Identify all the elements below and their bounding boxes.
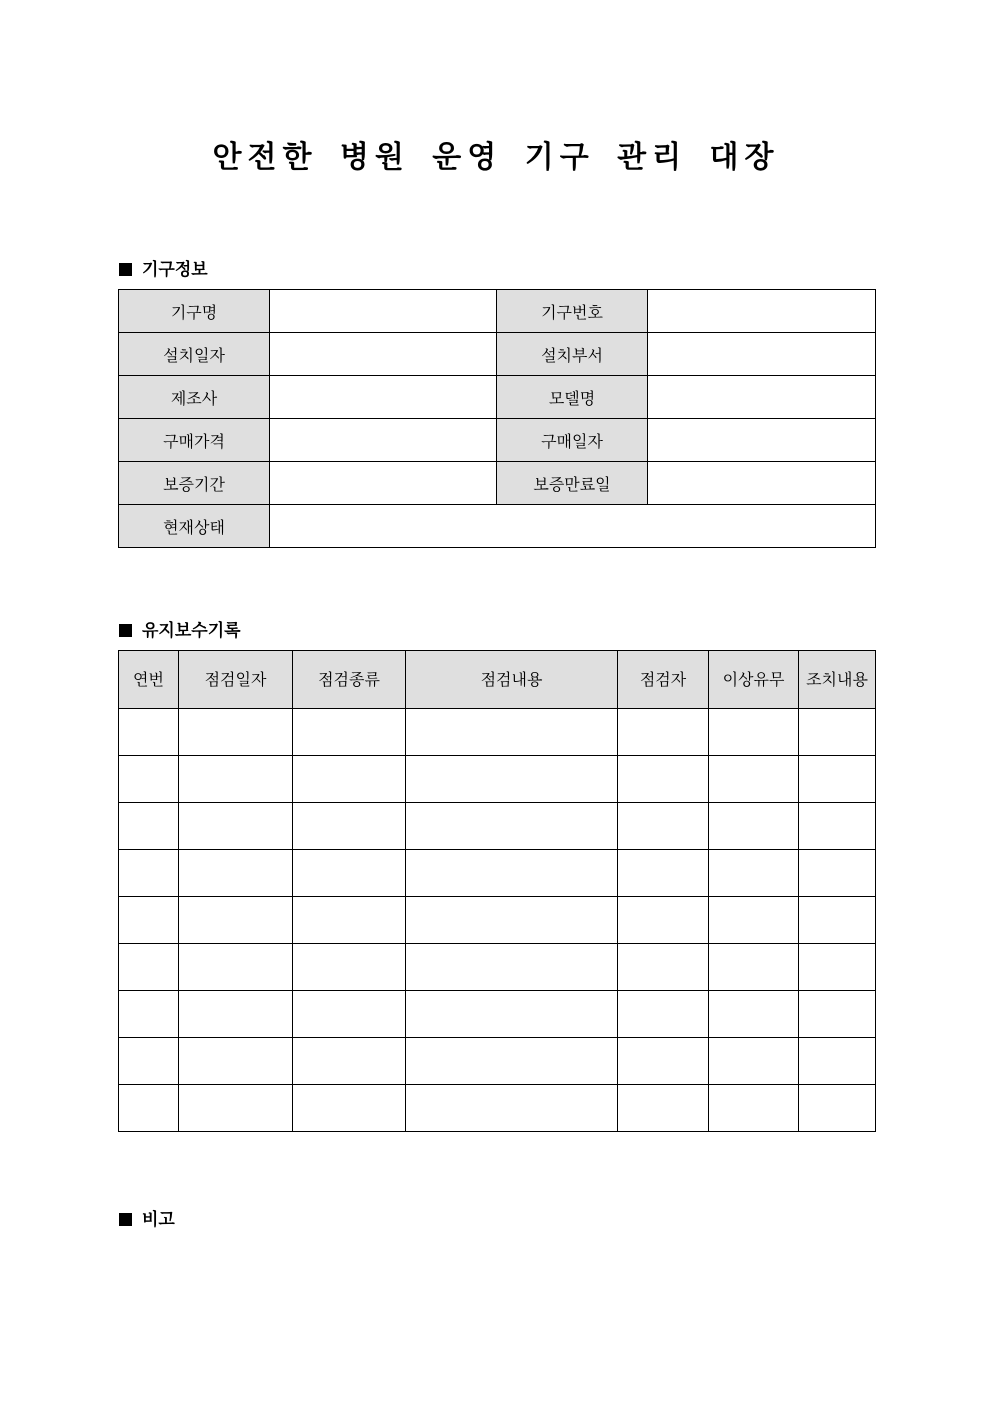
label-equipment-name: 기구명 (119, 290, 270, 333)
cell-action-taken[interactable] (799, 1085, 876, 1132)
cell-serial[interactable] (119, 850, 179, 897)
field-purchase-date[interactable] (648, 419, 876, 462)
cell-inspection-date[interactable] (179, 803, 293, 850)
cell-serial[interactable] (119, 897, 179, 944)
cell-inspector[interactable] (618, 850, 709, 897)
cell-serial[interactable] (119, 756, 179, 803)
cell-inspection-type[interactable] (293, 1085, 406, 1132)
table-row (119, 1038, 876, 1085)
cell-inspection-content[interactable] (406, 1085, 618, 1132)
section-heading-remarks (119, 1205, 175, 1230)
cell-inspection-content[interactable] (406, 709, 618, 756)
label-equipment-number: 기구번호 (497, 290, 648, 333)
cell-abnormality[interactable] (709, 991, 799, 1038)
cell-inspection-type[interactable] (293, 756, 406, 803)
cell-inspection-content[interactable] (406, 991, 618, 1038)
cell-inspector[interactable] (618, 991, 709, 1038)
info-row (119, 419, 876, 462)
table-row (119, 1085, 876, 1132)
section-heading-label: 비고 (142, 1210, 175, 1230)
table-row (119, 803, 876, 850)
cell-serial[interactable] (119, 991, 179, 1038)
col-header-inspector: 점검자 (618, 651, 709, 709)
cell-inspector[interactable] (618, 1038, 709, 1085)
maintenance-record-body (119, 709, 876, 1132)
table-row (119, 850, 876, 897)
table-row (119, 897, 876, 944)
square-bullet-icon (119, 1213, 132, 1226)
cell-inspection-type[interactable] (293, 897, 406, 944)
cell-inspection-type[interactable] (293, 944, 406, 991)
cell-inspection-content[interactable] (406, 1038, 618, 1085)
field-purchase-price[interactable] (270, 419, 497, 462)
cell-serial[interactable] (119, 803, 179, 850)
cell-abnormality[interactable] (709, 944, 799, 991)
section-heading-maintenance (119, 616, 241, 641)
cell-inspection-type[interactable] (293, 991, 406, 1038)
cell-serial[interactable] (119, 1085, 179, 1132)
section-heading-info (119, 255, 208, 280)
section-heading-label: 기구정보 (142, 260, 208, 280)
field-manufacturer[interactable] (270, 376, 497, 419)
cell-abnormality[interactable] (709, 1038, 799, 1085)
col-header-serial: 연번 (119, 651, 179, 709)
cell-abnormality[interactable] (709, 756, 799, 803)
cell-action-taken[interactable] (799, 803, 876, 850)
info-row (119, 290, 876, 333)
table-row (119, 944, 876, 991)
cell-inspection-content[interactable] (406, 803, 618, 850)
page-title: 안전한 병원 운영 기구 관리 대장 (212, 140, 780, 175)
table-header-row (119, 651, 876, 709)
cell-inspection-date[interactable] (179, 1038, 293, 1085)
info-row (119, 333, 876, 376)
cell-abnormality[interactable] (709, 709, 799, 756)
col-header-inspection-content: 점검내용 (406, 651, 618, 709)
square-bullet-icon (119, 624, 132, 637)
label-model-name: 모델명 (497, 376, 648, 419)
cell-inspection-date[interactable] (179, 991, 293, 1038)
cell-inspection-date[interactable] (179, 756, 293, 803)
section-heading-label: 유지보수기록 (142, 621, 241, 641)
label-purchase-date: 구매일자 (497, 419, 648, 462)
square-bullet-icon (119, 263, 132, 276)
cell-inspection-type[interactable] (293, 850, 406, 897)
remarks-area[interactable] (119, 1240, 875, 1360)
cell-inspection-type[interactable] (293, 1038, 406, 1085)
cell-inspector[interactable] (618, 944, 709, 991)
cell-inspection-type[interactable] (293, 709, 406, 756)
col-header-inspection-type: 점검종류 (293, 651, 406, 709)
field-current-status[interactable] (270, 505, 876, 548)
cell-inspector[interactable] (618, 709, 709, 756)
equipment-info-table (118, 289, 876, 548)
cell-inspection-date[interactable] (179, 897, 293, 944)
label-warranty-expiry: 보증만료일 (497, 462, 648, 505)
cell-action-taken[interactable] (799, 897, 876, 944)
col-header-inspection-date: 점검일자 (179, 651, 293, 709)
cell-inspection-content[interactable] (406, 756, 618, 803)
label-current-status: 현재상태 (119, 505, 270, 548)
field-equipment-name[interactable] (270, 290, 497, 333)
cell-inspector[interactable] (618, 756, 709, 803)
cell-action-taken[interactable] (799, 944, 876, 991)
field-model-name[interactable] (648, 376, 876, 419)
field-equipment-number[interactable] (648, 290, 876, 333)
cell-action-taken[interactable] (799, 991, 876, 1038)
cell-inspection-date[interactable] (179, 850, 293, 897)
cell-abnormality[interactable] (709, 803, 799, 850)
table-row (119, 709, 876, 756)
cell-inspection-type[interactable] (293, 803, 406, 850)
cell-inspection-content[interactable] (406, 897, 618, 944)
label-purchase-price: 구매가격 (119, 419, 270, 462)
cell-action-taken[interactable] (799, 756, 876, 803)
label-manufacturer: 제조사 (119, 376, 270, 419)
label-install-date: 설치일자 (119, 333, 270, 376)
cell-inspector[interactable] (618, 897, 709, 944)
cell-action-taken[interactable] (799, 1038, 876, 1085)
table-row (119, 991, 876, 1038)
cell-serial[interactable] (119, 1038, 179, 1085)
cell-inspection-date[interactable] (179, 944, 293, 991)
info-row (119, 505, 876, 548)
cell-inspection-content[interactable] (406, 850, 618, 897)
info-row (119, 376, 876, 419)
label-install-department: 설치부서 (497, 333, 648, 376)
col-header-abnormality: 이상유무 (709, 651, 799, 709)
cell-abnormality[interactable] (709, 1085, 799, 1132)
col-header-action-taken: 조치내용 (799, 651, 876, 709)
cell-action-taken[interactable] (799, 850, 876, 897)
cell-serial[interactable] (119, 944, 179, 991)
cell-abnormality[interactable] (709, 850, 799, 897)
table-row (119, 756, 876, 803)
field-warranty-expiry[interactable] (648, 462, 876, 505)
label-warranty-period: 보증기간 (119, 462, 270, 505)
cell-action-taken[interactable] (799, 709, 876, 756)
maintenance-record-table (118, 650, 876, 1132)
cell-inspection-date[interactable] (179, 1085, 293, 1132)
cell-inspector[interactable] (618, 1085, 709, 1132)
cell-inspection-date[interactable] (179, 709, 293, 756)
field-warranty-period[interactable] (270, 462, 497, 505)
cell-abnormality[interactable] (709, 897, 799, 944)
cell-inspector[interactable] (618, 803, 709, 850)
info-row (119, 462, 876, 505)
field-install-date[interactable] (270, 333, 497, 376)
cell-serial[interactable] (119, 709, 179, 756)
cell-inspection-content[interactable] (406, 944, 618, 991)
field-install-department[interactable] (648, 333, 876, 376)
